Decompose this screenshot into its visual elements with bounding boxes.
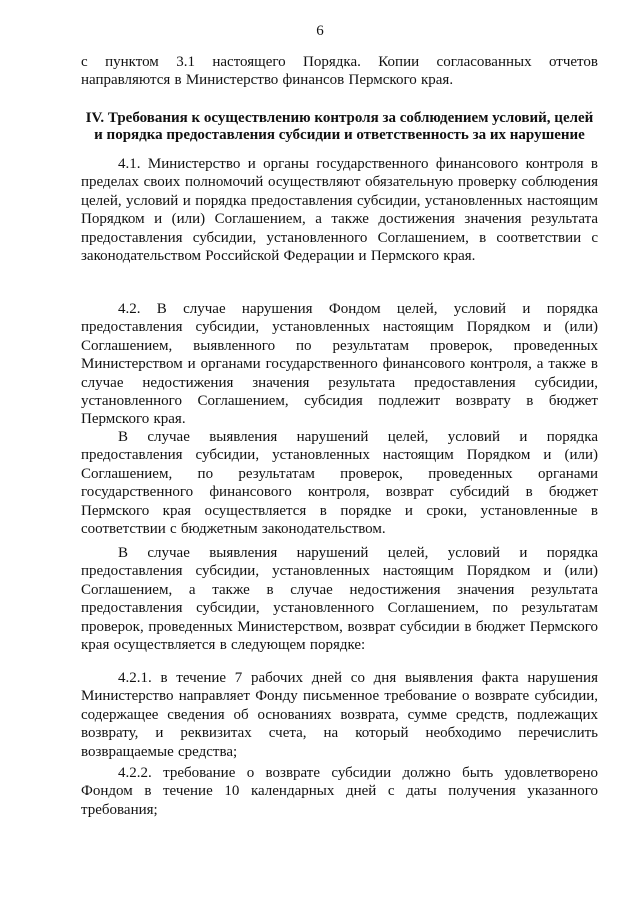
paragraph-4-2 [81, 300, 598, 429]
paragraph-4-1 [81, 155, 598, 265]
paragraph-4-2-2 [81, 764, 598, 819]
paragraph-violations-ministry [81, 544, 598, 654]
section-heading-line-2: и порядка предоставления субсидии и ответственность за их нарушение [94, 126, 585, 143]
paragraph-4-2-1 [81, 669, 598, 761]
paragraph-text: 4.2. В случае нарушения Фондом целей, условий и порядка предоставления субсидии, установленных настоящим Порядком и (или) Соглашением, выявленного по результатам проверок, проведенных Министерством и органами государственного финансового контроля, а также в случае недостижения значения результата предоставления субсидии, установленного Соглашением, субсидия подлежит возврату в бюджет Пермского края. [81, 301, 598, 428]
paragraph-text: В случае выявления нарушений целей, условий и порядка предоставления субсидии, установленных настоящим Порядком и (или) Соглашением, по результатам проверок, проведенных органами государственного финансового контроля, возврат субсидий в бюджет Пермского края осуществляется в порядке и сроки, установленные в соответствии с бюджетным законодательством. [81, 429, 598, 538]
section-heading-line-1: IV. Требования к осуществлению контроля за соблюдением условий, целей [85, 110, 594, 126]
paragraph-text: В случае выявления нарушений целей, условий и порядка предоставления субсидии, установленных настоящим Порядком и (или) Соглашением, а также в случае недостижения значения результата предоставления субсидии, установленного Соглашением, по результатам проверок, проведенных Министерством, возврат субсидии в бюджет Пермского края осуществляется в следующем порядке: [81, 545, 598, 654]
intro-paragraph [81, 53, 598, 90]
paragraph-text: 4.2.1. в течение 7 рабочих дней со дня выявления факта нарушения Министерство направляет Фонду письменное требование о возврате субсидии, содержащее сведения об основаниях возврата, сумме средств, подлежащих возврату, и реквизитах счета, на который необходимо перечислить возвращаемые средства; [81, 670, 598, 760]
paragraph-text: 4.1. Министерство и органы государственного финансового контроля в пределах своих полномочий осуществляют обязательную проверку соблюдения целей, условий и порядка предоставления субсидии, установленных настоящим Порядком и (или) Соглашением, а также достижения значения результата предоставления субсидии, установленного Соглашением, в соответствии с законодательством Российской Федерации и Пермского края. [81, 156, 598, 265]
paragraph-text: 4.2.2. требование о возврате субсидии должно быть удовлетворено Фондом в течение 10 календарных дней с даты получения указанного требования; [81, 765, 598, 818]
intro-text: с пунктом 3.1 настоящего Порядка. Копии согласованных отчетов направляются в Министерство финансов Пермского края. [81, 54, 598, 89]
section-heading [81, 110, 598, 143]
paragraph-violations-control-bodies [81, 428, 598, 538]
page-number: 6 [316, 23, 324, 39]
